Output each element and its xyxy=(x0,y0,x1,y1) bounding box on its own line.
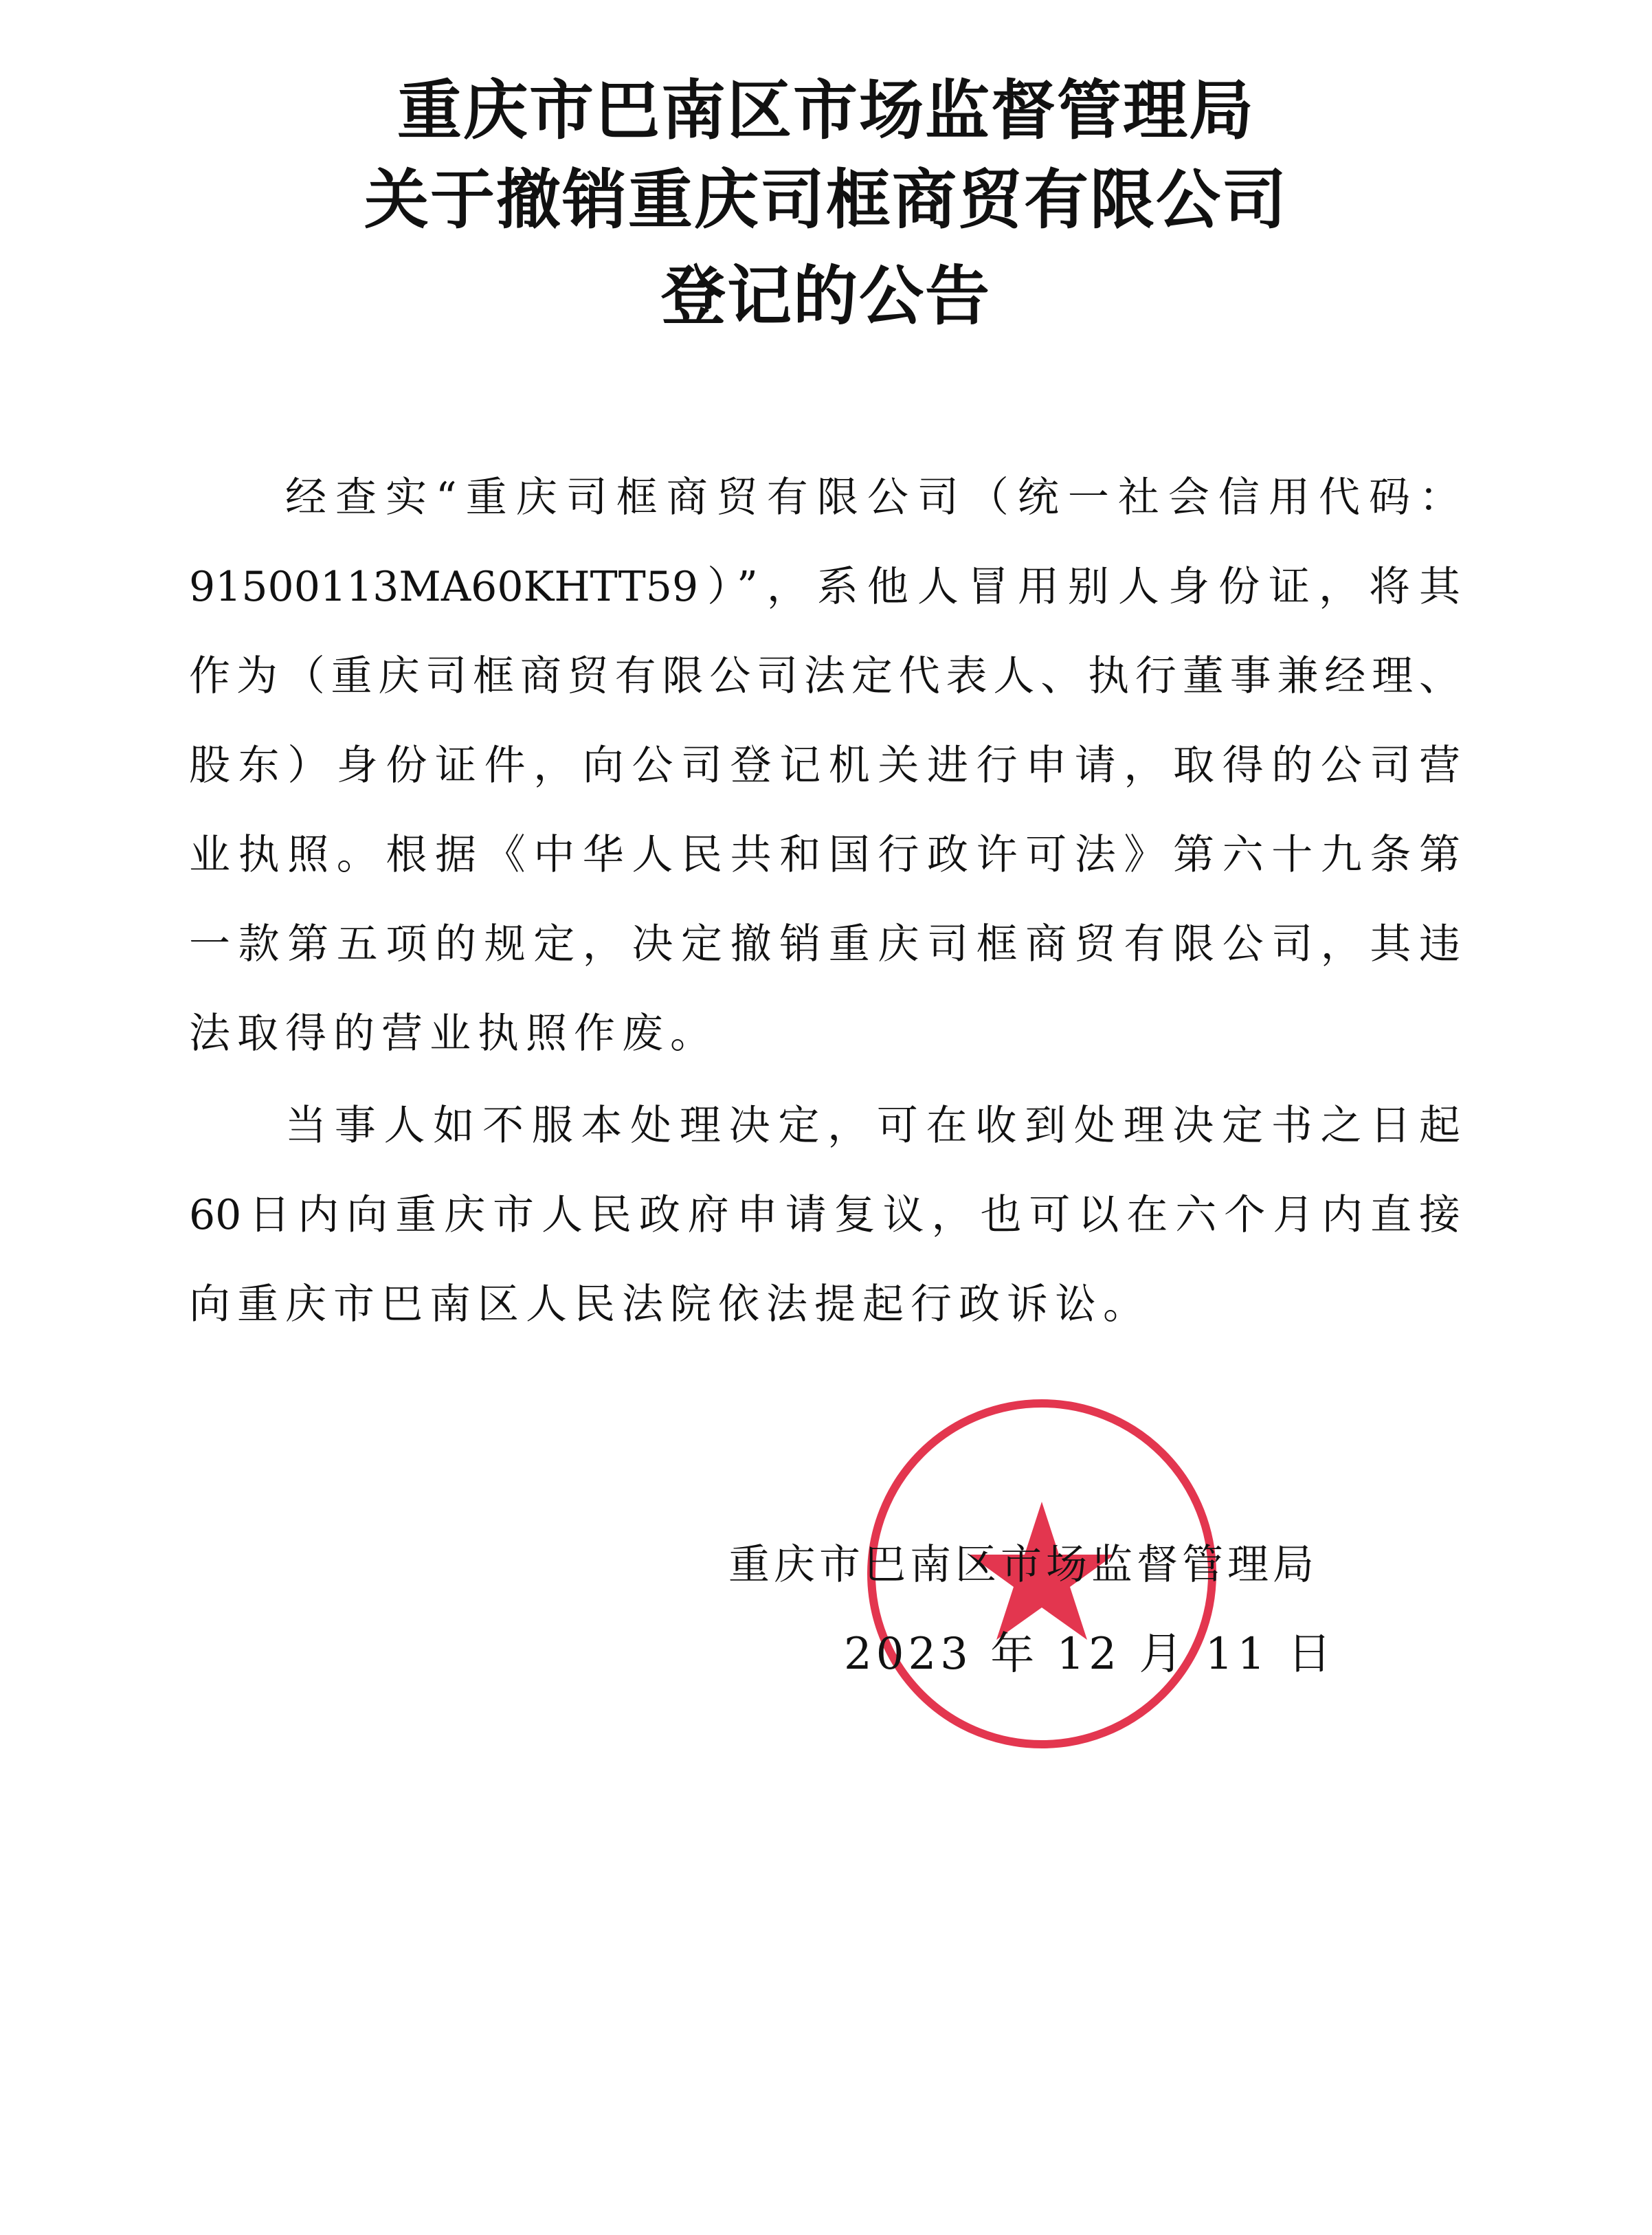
body-line: 91500113MA60KHTT59）”，系他人冒用别人身份证，将其 xyxy=(189,563,1460,611)
body-line: 业执照。根据《中华人民共和国行政许可法》第六十九条第 xyxy=(189,831,1460,879)
body-line: 股东）身份证件，向公司登记机关进行申请，取得的公司营 xyxy=(189,742,1460,790)
body-line: 向重庆市巴南区人民法院依法提起行政诉讼。 xyxy=(189,1280,1151,1328)
issue-date: 2023 年 12 月 11 日 xyxy=(844,1629,1336,1680)
issuer-name: 重庆市巴南区市场监督管理局 xyxy=(728,1541,1318,1589)
title-line-3: 登记的公告 xyxy=(660,258,991,334)
body-line: 60日内向重庆市人民政府申请复议，也可以在六个月内直接 xyxy=(189,1191,1460,1239)
title-line-1: 重庆市巴南区市场监督管理局 xyxy=(397,73,1255,148)
body-line: 经查实“重庆司框商贸有限公司（统一社会信用代码： xyxy=(285,474,1460,522)
title-line-2: 关于撤销重庆司框商贸有限公司 xyxy=(364,162,1288,238)
body-line: 法取得的营业执照作废。 xyxy=(189,1010,718,1058)
body-line: 当事人如不服本处理决定，可在收到处理决定书之日起 xyxy=(285,1102,1460,1150)
body-line: 作为（重庆司框商贸有限公司法定代表人、执行董事兼经理、 xyxy=(189,652,1460,700)
body-line: 一款第五项的规定，决定撤销重庆司框商贸有限公司，其违 xyxy=(189,920,1460,968)
